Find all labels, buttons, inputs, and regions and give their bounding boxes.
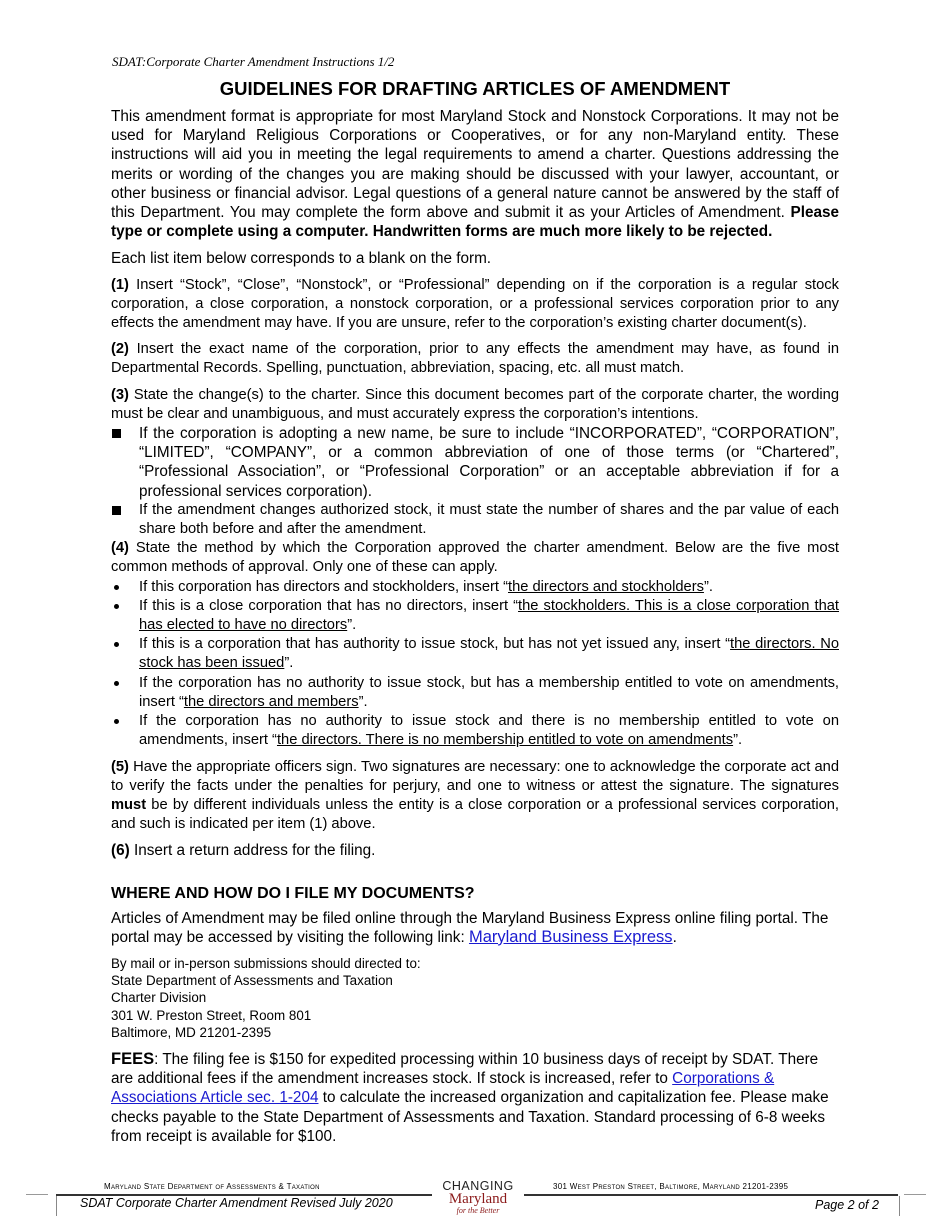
divider: [26, 1194, 48, 1195]
filing-online: Articles of Amendment may be filed online through the Maryland Business Express online filing portal. The portal may be accessed by visiting the following link: Maryland Business Express.: [111, 909, 829, 946]
item-6: [111, 841, 839, 860]
list-item: [111, 635, 839, 673]
item-number: (3): [111, 386, 129, 403]
item-number: (6): [111, 842, 130, 860]
fees-paragraph: [111, 1050, 839, 1146]
fees-text: to calculate the increased organization and capitalization fee. Please make checks payable to the State Department of Assessments and Taxation. Standard processing of 6-8 weeks from receipt is available for $100.: [111, 1089, 829, 1145]
item-5: [111, 758, 839, 835]
item-1: [111, 276, 839, 334]
item-text: be by different individuals unless the entity is a close corporation or a professional services corporation, and such is indicated per item (1) above.: [111, 796, 839, 833]
item-2: [111, 340, 839, 378]
item-3-bullets: [111, 424, 839, 539]
item-text: Have the appropriate officers sign. Two signatures are necessary: one to acknowledge the corporate act and to verify the facts under the penalties for perjury, and one to witness or attest the signature. The signatures: [111, 758, 839, 794]
list-intro: Each list item below corresponds to a blank on the form.: [111, 250, 492, 268]
maryland-business-express-link[interactable]: Maryland Business Express: [468, 927, 673, 946]
address-line: Charter Division: [111, 990, 207, 1006]
insert-phrase: the directors and members: [183, 693, 359, 710]
list-item: If the corporation is adopting a new name, be sure to include “INCORPORATED”, “CORPORATION”, “LIMITED”, “COMPANY”, or a common abbreviation of one of those terms (or “Chartered”, “Professional Association”, or “Professional Corporation” or an acceptable abbreviation if for a professional services corporation).: [111, 424, 839, 501]
insert-phrase: the directors and stockholders: [508, 578, 704, 595]
corporations-article-link[interactable]: Corporations & Associations Article sec. 1-204: [111, 1070, 775, 1107]
insert-phrase: the directors. No stock has been issued: [139, 636, 839, 672]
bullet-text: If this is a corporation that has authority to issue stock, but has not yet issued any, insert “: [139, 636, 731, 653]
bullet-text: If this corporation has directors and stockholders, insert “: [139, 578, 508, 595]
intro-warning: Please type or complete using a computer. Handwritten forms are much more likely to be rejected.: [111, 204, 839, 241]
item-number: (4): [111, 540, 129, 557]
document-body: [111, 107, 839, 1146]
bullet-text: ”.: [358, 693, 368, 710]
bullet-text: If the corporation has no authority to issue stock and there is no membership entitled to vote on amendments, insert “: [139, 713, 839, 749]
insert-phrase: the directors. There is no membership entitled to vote on amendments: [276, 732, 734, 749]
logo-text: Maryland: [448, 1191, 508, 1207]
list-item: [111, 597, 839, 635]
list-item: [111, 674, 839, 712]
item-4-bullets: [111, 578, 839, 751]
address-line: Baltimore, MD 21201-2395: [111, 1024, 272, 1040]
bullet-text: If the corporation has no authority to issue stock, but has a membership entitled to vote on amendments, insert “: [139, 674, 839, 710]
divider: [904, 1194, 926, 1195]
item-3: [111, 386, 839, 424]
bullet-text: ”.: [733, 732, 743, 749]
page-footer: [0, 1176, 950, 1230]
page-number: Page 2 of 2: [815, 1198, 879, 1212]
item-number: (5): [111, 758, 129, 775]
list-item: [111, 578, 839, 597]
mailing-address: [111, 955, 839, 1041]
item-number: (1): [111, 276, 129, 293]
changing-maryland-logo: [432, 1179, 524, 1215]
bullet-text: ”.: [347, 617, 357, 634]
logo-text: for the Better: [456, 1206, 500, 1215]
footer-agency: Maryland State Department of Assessments & Taxation: [104, 1182, 320, 1191]
intro-text: This amendment format is appropriate for most Maryland Stock and Nonstock Corporations. It may not be used for Maryland Religious Corporations or Cooperatives, or for any non-Maryland entity. These instructions will aid you in meeting the legal requirements to amend a charter. Questions addressing the merits or wording of the changes you are making should be discussed with your lawyer, accountant, or other business or financial advisor. Legal questions of a general nature cannot be answered by the staff of this Department. You may complete the form above and submit it as your Articles of Amendment.: [111, 108, 839, 222]
fees-label: FEES: [111, 1049, 155, 1068]
bullet-text: ”.: [284, 655, 294, 672]
list-item: [111, 712, 839, 750]
item-text: Insert “Stock”, “Close”, “Nonstock”, or “Professional” depending on if the corporation is a regular stock corporation, a close corporation, a nonstock corporation, or a professional services corporation prior to any effects the amendment may have. If you are unsure, refer to the corporation’s existing charter document(s).: [111, 276, 839, 332]
item-text: State the change(s) to the charter. Since this document becomes part of the corporate charter, the wording must be clear and unambiguous, and must accurately express the corporation’s intentions.: [111, 386, 839, 422]
address-line: State Department of Assessments and Taxation: [111, 973, 393, 989]
item-4: [111, 539, 839, 577]
item-text: Insert the exact name of the corporation, prior to any effects the amendment may have, as found in Departmental Records. Spelling, punctuation, abbreviation, spacing, etc. all must match.: [111, 341, 839, 377]
bullet-text: If this is a close corporation that has no directors, insert “: [139, 597, 519, 614]
footer-address: 301 West Preston Street, Baltimore, Maryland 21201-2395: [553, 1182, 789, 1191]
fees-text: : The filing fee is $150 for expedited processing within 10 business days of receipt by SDAT. There are additional fees if the amendment increases stock. If stock is increased, refer to: [111, 1050, 819, 1088]
filing-heading: WHERE AND HOW DO I FILE MY DOCUMENTS?: [111, 884, 475, 902]
item-number: (2): [111, 341, 129, 358]
footer-revision: SDAT Corporate Charter Amendment Revised July 2020: [80, 1196, 393, 1210]
address-line: 301 W. Preston Street, Room 801: [111, 1007, 312, 1023]
page-title: GUIDELINES FOR DRAFTING ARTICLES OF AMENDMENT: [219, 78, 731, 99]
list-item: If the amendment changes authorized stock, it must state the number of shares and the par value of each share both before and after the amendment.: [111, 501, 839, 539]
page-header: SDAT:Corporate Charter Amendment Instructions 1/2: [112, 54, 395, 69]
insert-phrase: the stockholders. This is a close corporation that has elected to have no directors: [139, 597, 840, 634]
intro-paragraph: [111, 107, 839, 241]
address-line: By mail or in-person submissions should directed to:: [111, 955, 421, 971]
bullet-text: ”.: [703, 578, 713, 595]
filing-text: Articles of Amendment may be filed online through the Maryland Business Express online filing portal. The portal may be accessed by visiting the following link:: [111, 909, 829, 946]
emphasis: must: [111, 796, 147, 813]
item-text: Insert a return address for the filing.: [129, 842, 376, 860]
item-text: State the method by which the Corporation approved the charter amendment. Below are the five most common methods of approval. Only one of these can apply.: [111, 540, 839, 576]
logo-text: CHANGING: [442, 1179, 514, 1193]
